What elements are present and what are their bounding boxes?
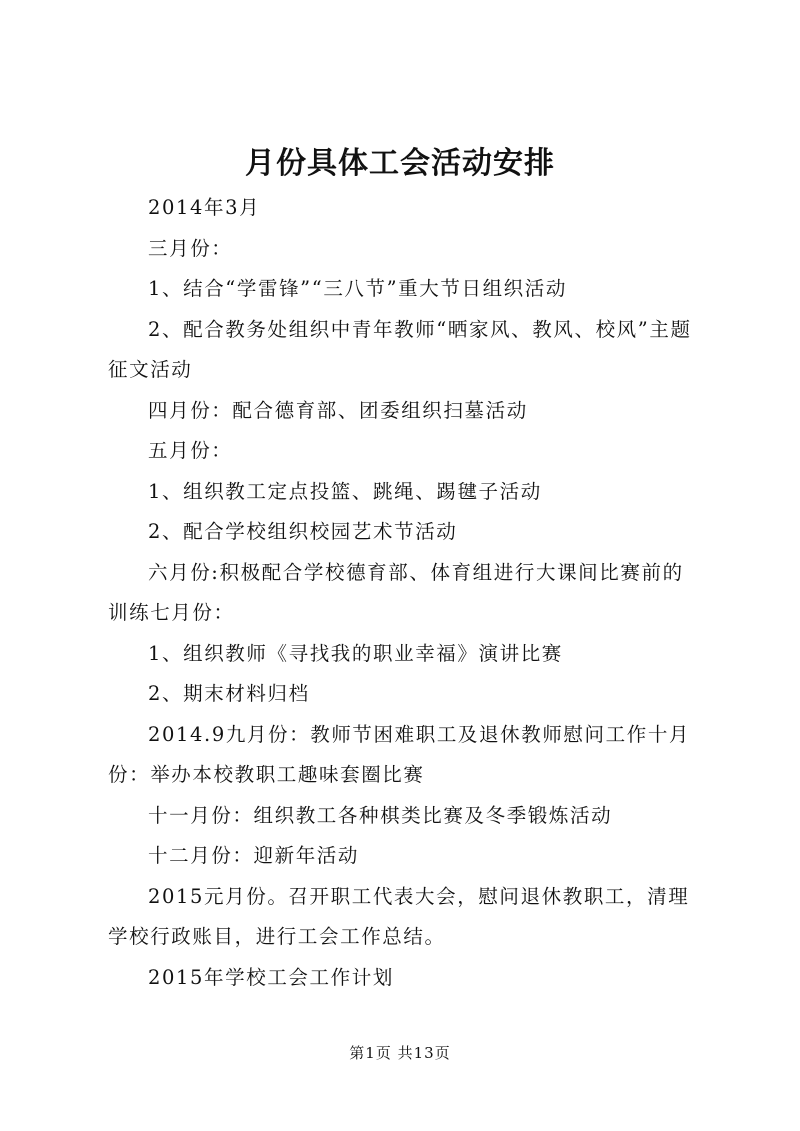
paragraph: 十二月份：迎新年活动 — [148, 844, 360, 867]
paragraph: 四月份：配合德育部、团委组织扫墓活动 — [148, 398, 528, 422]
paragraph: 2、配合教务处组织中青年教师“晒家风、教风、校风”主题征文活动 — [108, 317, 692, 381]
paragraph: 1、结合“学雷锋”“三八节”重大节日组织活动 — [148, 277, 567, 300]
paragraph: 三月份： — [148, 236, 233, 260]
paragraph: 2、配合学校组织校园艺术节活动 — [148, 520, 458, 543]
paragraph: 2015年学校工会工作计划 — [148, 965, 394, 989]
paragraph: 五月份： — [148, 439, 233, 462]
paragraph: 1、组织教师《寻找我的职业幸福》演讲比赛 — [148, 641, 563, 665]
paragraph: 2015元月份。召开职工代表大会，慰问退休教职工，清理学校行政账目，进行工会工作总结。 — [108, 884, 690, 948]
paragraph: 十一月份：组织教工各种棋类比赛及冬季锻炼活动 — [148, 803, 613, 827]
document-body — [108, 188, 704, 998]
paragraph: 六月份:积极配合学校德育部、体育组进行大课间比赛前的训练七月份： — [108, 560, 684, 624]
paragraph: 2014.9九月份：教师节困难职工及退休教师慰问工作十月份：举办本校教职工趣味套圈比赛 — [108, 722, 691, 786]
paragraph: 2014年3月 — [148, 196, 261, 219]
page-indicator: 第1页 共13页 — [349, 1044, 451, 1062]
paragraph: 2、期末材料归档 — [148, 682, 310, 705]
paragraph: 1、组织教工定点投篮、跳绳、踢毽子活动 — [148, 479, 542, 503]
page-title: 月份具体工会活动安排 — [245, 146, 555, 181]
